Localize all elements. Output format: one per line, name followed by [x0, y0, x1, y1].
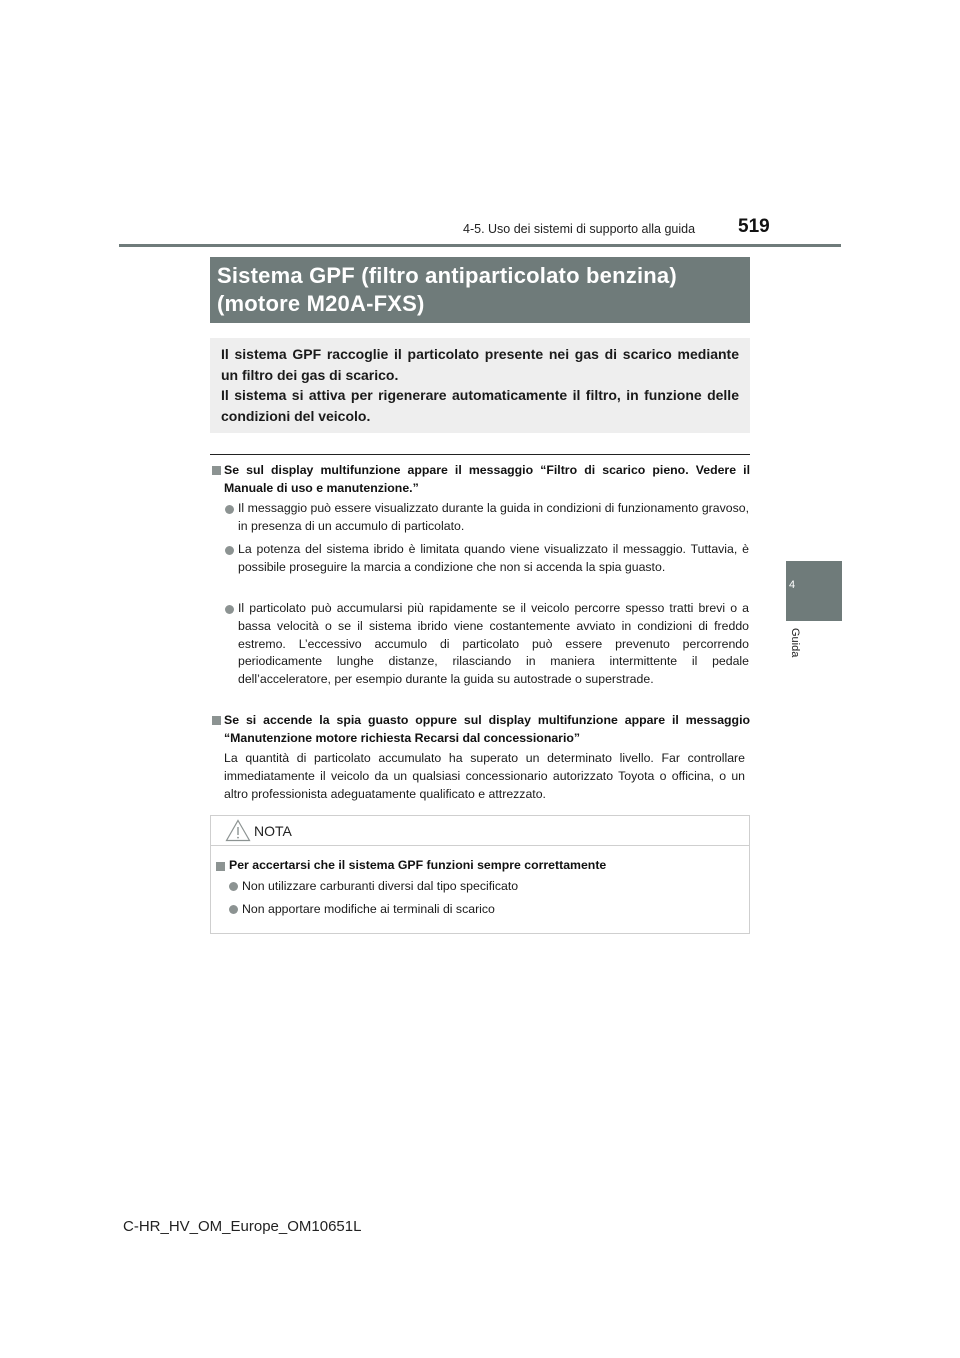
- chapter-tab: [786, 561, 842, 621]
- square-bullet-icon: [216, 862, 225, 871]
- round-bullet-icon: [229, 882, 238, 891]
- nota-list-item: Non utilizzare carburanti diversi dal tipo specificato: [242, 879, 519, 893]
- round-bullet-icon: [229, 905, 238, 914]
- page-number: 519: [738, 216, 770, 237]
- separator-rule: [210, 454, 750, 455]
- square-bullet-icon: [212, 466, 221, 475]
- list-item: Il messaggio può essere visualizzato durante la guida in condizioni di funzionamento gravoso, in presenza di un accumulo di particolato.: [238, 501, 749, 533]
- section-heading-2: Se si accende la spia guasto oppure sul display multifunzione appare il messaggio “Manutenzione motore richiesta Recarsi dal concessionario”: [224, 713, 750, 745]
- section-heading-1: Se sul display multifunzione appare il messaggio “Filtro di scarico pieno. Vedere il Manuale di uso e manutenzione.”: [224, 463, 750, 495]
- section-title-line2: (motore M20A-FXS): [217, 291, 425, 316]
- header-rule: [119, 244, 841, 247]
- section-title-box: [210, 257, 750, 323]
- round-bullet-icon: [225, 505, 234, 514]
- round-bullet-icon: [225, 546, 234, 555]
- intro-paragraph-1: Il sistema GPF raccoglie il particolato presente nei gas di scarico mediante un filtro dei gas di scarico.: [221, 346, 739, 383]
- list-item: Il particolato può accumularsi più rapidamente se il veicolo percorre spesso tratti brevi o a bassa velocità o se il sistema ibrido viene costantemente avviato in condizioni di freddo estremo. L’eccessivo accumulo di particolato può essere prevenuto percorrendo periodicamente lunghe distanze, rilasciando in maniera intermittente il pedale dell’acceleratore, per esempio durante la guida su autostrade o superstrade.: [238, 601, 749, 687]
- chapter-tab-number: 4: [789, 579, 796, 591]
- nota-box: [210, 815, 750, 934]
- square-bullet-icon: [212, 716, 221, 725]
- nota-heading: Per accertarsi che il sistema GPF funzioni sempre correttamente: [229, 858, 607, 872]
- document-code-footer: C-HR_HV_OM_Europe_OM10651L: [123, 1218, 362, 1235]
- warning-triangle-icon: [225, 819, 251, 842]
- section-paragraph: La quantità di particolato accumulato ha superato un determinato livello. Far controllare immediatamente il veicolo da un qualsiasi concessionario autorizzato Toyota o officina, o un altro professionista adeguatamente qualificato e attrezzato.: [224, 751, 745, 801]
- chapter-tab-label-wrap: [789, 628, 803, 678]
- intro-paragraph-2: Il sistema si attiva per rigenerare automaticamente il filtro, in funzione delle condizioni del veicolo.: [221, 387, 739, 424]
- nota-header: [211, 816, 749, 846]
- round-bullet-icon: [225, 605, 234, 614]
- chapter-tab-label: Guida: [789, 628, 801, 658]
- list-item: La potenza del sistema ibrido è limitata quando viene visualizzato il messaggio. Tuttavia, è possibile proseguire la marcia a condizione che non si accenda la spia guasto.: [238, 542, 749, 574]
- intro-box: [210, 338, 750, 433]
- nota-list-item: Non apportare modifiche ai terminali di scarico: [242, 902, 495, 916]
- header-section-title: 4-5. Uso dei sistemi di supporto alla guida: [463, 222, 696, 236]
- section-title-line1: Sistema GPF (filtro antiparticolato benzina): [217, 263, 677, 288]
- nota-label: NOTA: [254, 823, 292, 839]
